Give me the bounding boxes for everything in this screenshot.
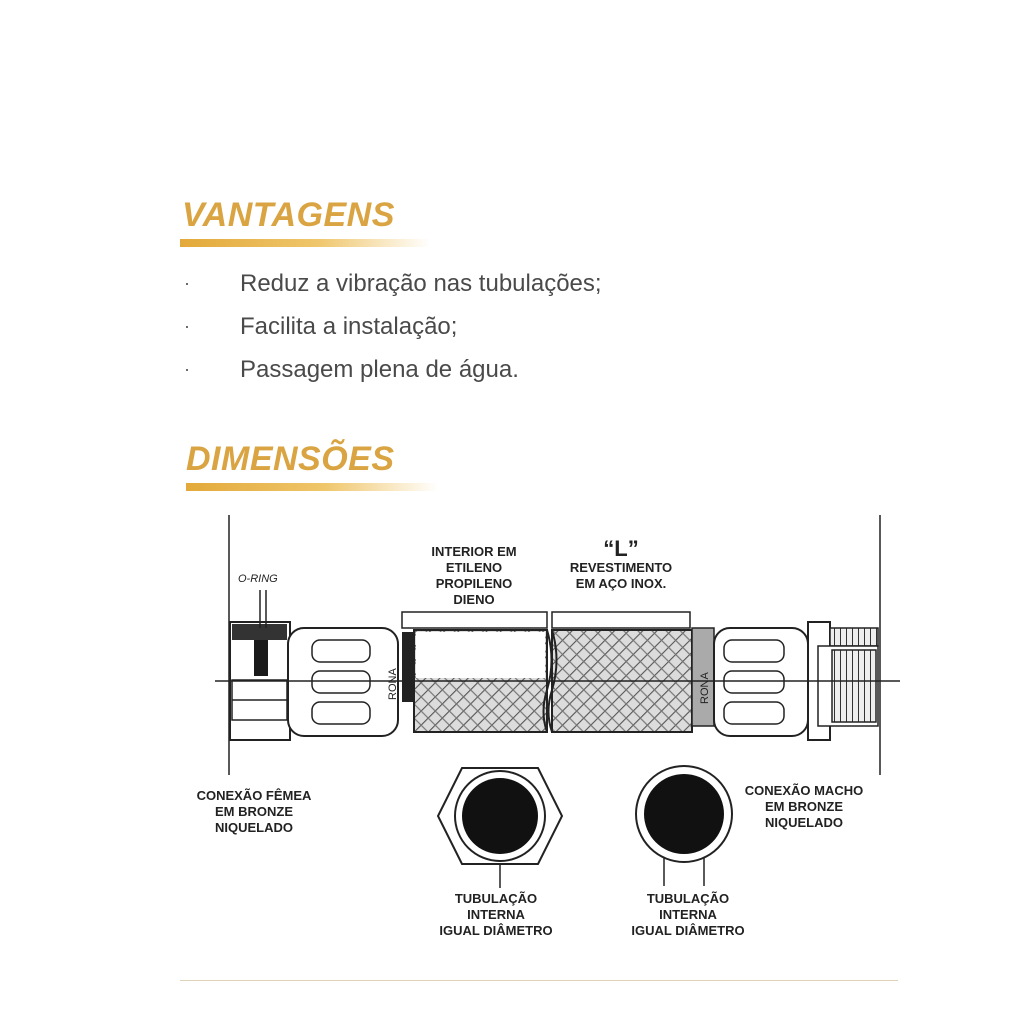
- interior-label-line-3: PROPILENO: [435, 576, 513, 591]
- l-mark-label: “L”: [603, 536, 639, 561]
- advantage-text: Facilita a instalação;: [240, 312, 458, 340]
- interior-dimension-bar: [402, 612, 547, 628]
- hex-cross-section: [438, 768, 562, 888]
- coating-dimension-bar: [552, 612, 690, 628]
- tube-right-label-line-2: INTERNA: [659, 907, 717, 922]
- advantage-text: Passagem plena de água.: [240, 355, 519, 383]
- tube-right-label-line-3: IGUAL DIÂMETRO: [631, 923, 745, 938]
- bullet-icon: ·: [184, 359, 190, 379]
- round-cross-section: [636, 766, 732, 886]
- interior-label-line-2: ETILENO: [445, 560, 503, 575]
- dimensions-title: DIMENSÕES: [186, 440, 395, 478]
- bullet-icon: ·: [184, 273, 190, 293]
- footer-divider: [180, 980, 898, 981]
- advantages-title: VANTAGENS: [182, 196, 395, 234]
- coating-label-line-1: REVESTIMENTO: [569, 560, 673, 575]
- female-connector-label-line-2: EM BRONZE: [215, 804, 293, 819]
- tube-left-label-line-2: INTERNA: [467, 907, 525, 922]
- brand-right-label: RONA: [699, 672, 711, 704]
- bullet-icon: ·: [184, 316, 190, 336]
- interior-label-line-1: INTERIOR EM: [431, 544, 517, 559]
- female-connector-label-line-3: NIQUELADO: [215, 820, 293, 835]
- male-connector-label-line-2: EM BRONZE: [765, 799, 843, 814]
- brand-left-label: RONA: [387, 668, 399, 700]
- interior-label-line-4: DIENO: [453, 592, 495, 607]
- coating-label-line-2: EM AÇO INOX.: [575, 576, 667, 591]
- male-connector-label-line-1: CONEXÃO MACHO: [744, 783, 864, 798]
- tube-right-label-line-1: TUBULAÇÃO: [646, 891, 730, 906]
- tube-left-label-line-3: IGUAL DIÂMETRO: [439, 923, 553, 938]
- tube-left-label-line-1: TUBULAÇÃO: [454, 891, 538, 906]
- male-connector-label-line-3: NIQUELADO: [765, 815, 843, 830]
- female-connector-label-line-1: CONEXÃO FÊMEA: [196, 788, 312, 803]
- o-ring-label: O-RING: [238, 573, 278, 585]
- advantage-text: Reduz a vibração nas tubulações;: [240, 269, 602, 297]
